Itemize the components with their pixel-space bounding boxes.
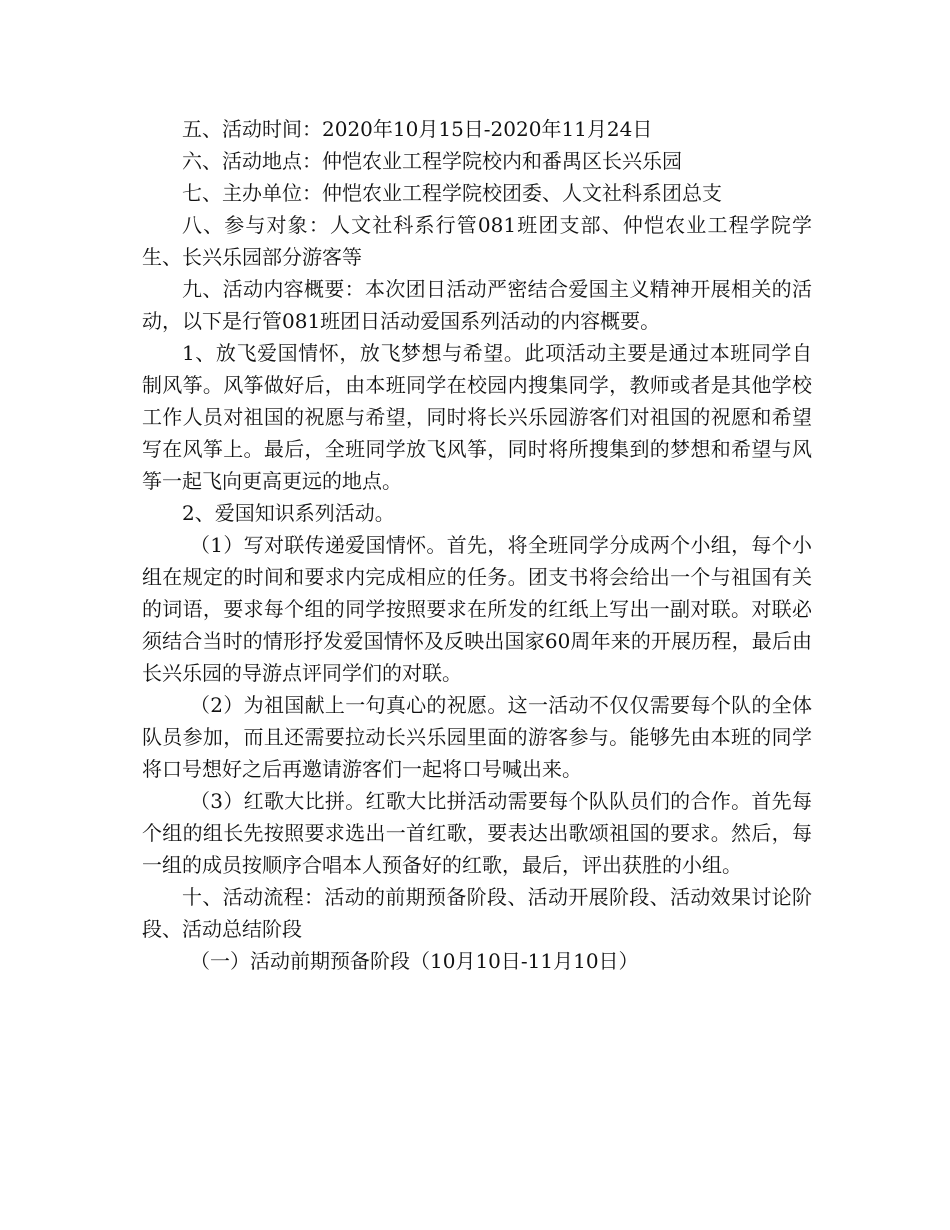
paragraph-wishes-activity: （2）为祖国献上一句真心的祝愿。这一活动不仅仅需要每个队的全体队员参加，而且还需要拉动长兴乐园里面的游客参与。能够先由本班的同学将口号想好之后再邀请游客们一起将口号喊出来。 (142, 693, 812, 781)
paragraph-knowledge-series: 2、爱国知识系列活动。 (182, 501, 395, 525)
paragraph-kite-activity: 1、放飞爱国情怀，放飞梦想与希望。此项活动主要是通过本班同学自制风筝。风筝做好后，由本班同学在校园内搜集同学，教师或者是其他学校工作人员对祖国的祝愿与希望，同时将长兴乐园游客们对祖国的祝愿和希望写在风筝上。最后，全班同学放飞风筝，同时将所搜集到的梦想和希望与风筝一起飞向更高更远的地点。 (142, 341, 812, 493)
paragraph-participants: 八、参与对象：人文社科系行管081班团支部、仲恺农业工程学院学生、长兴乐园部分游客等 (142, 213, 812, 269)
paragraph-activity-process: 十、活动流程：活动的前期预备阶段、活动开展阶段、活动效果讨论阶段、活动总结阶段 (142, 885, 812, 941)
document-body (142, 113, 812, 977)
paragraph-organizer: 七、主办单位：仲恺农业工程学院校团委、人文社科系团总支 (182, 181, 722, 205)
paragraph-couplet-activity: （1）写对联传递爱国情怀。首先，将全班同学分成两个小组，每个小组在规定的时间和要求内完成相应的任务。团支书将会给出一个与祖国有关的词语，要求每个组的同学按照要求在所发的红纸上写出一副对联。对联必须结合当时的情形抒发爱国情怀及反映出国家60周年来的开展历程，最后由长兴乐园的导游点评同学们的对联。 (142, 533, 812, 685)
paragraph-activity-time: 五、活动时间：2020年10月15日-2020年11月24日 (182, 117, 653, 141)
paragraph-red-song-contest: （3）红歌大比拼。红歌大比拼活动需要每个队队员们的合作。首先每个组的组长先按照要求选出一首红歌，要表达出歌颂祖国的要求。然后，每一组的成员按顺序合唱本人预备好的红歌，最后，评出获胜的小组。 (142, 789, 812, 877)
paragraph-activity-location: 六、活动地点：仲恺农业工程学院校内和番禺区长兴乐园 (182, 149, 682, 173)
paragraph-preparation-stage: （一）活动前期预备阶段（10月10日-11月10日） (190, 949, 639, 973)
paragraph-content-summary: 九、活动内容概要：本次团日活动严密结合爱国主义精神开展相关的活动，以下是行管081班团日活动爱国系列活动的内容概要。 (142, 277, 812, 333)
